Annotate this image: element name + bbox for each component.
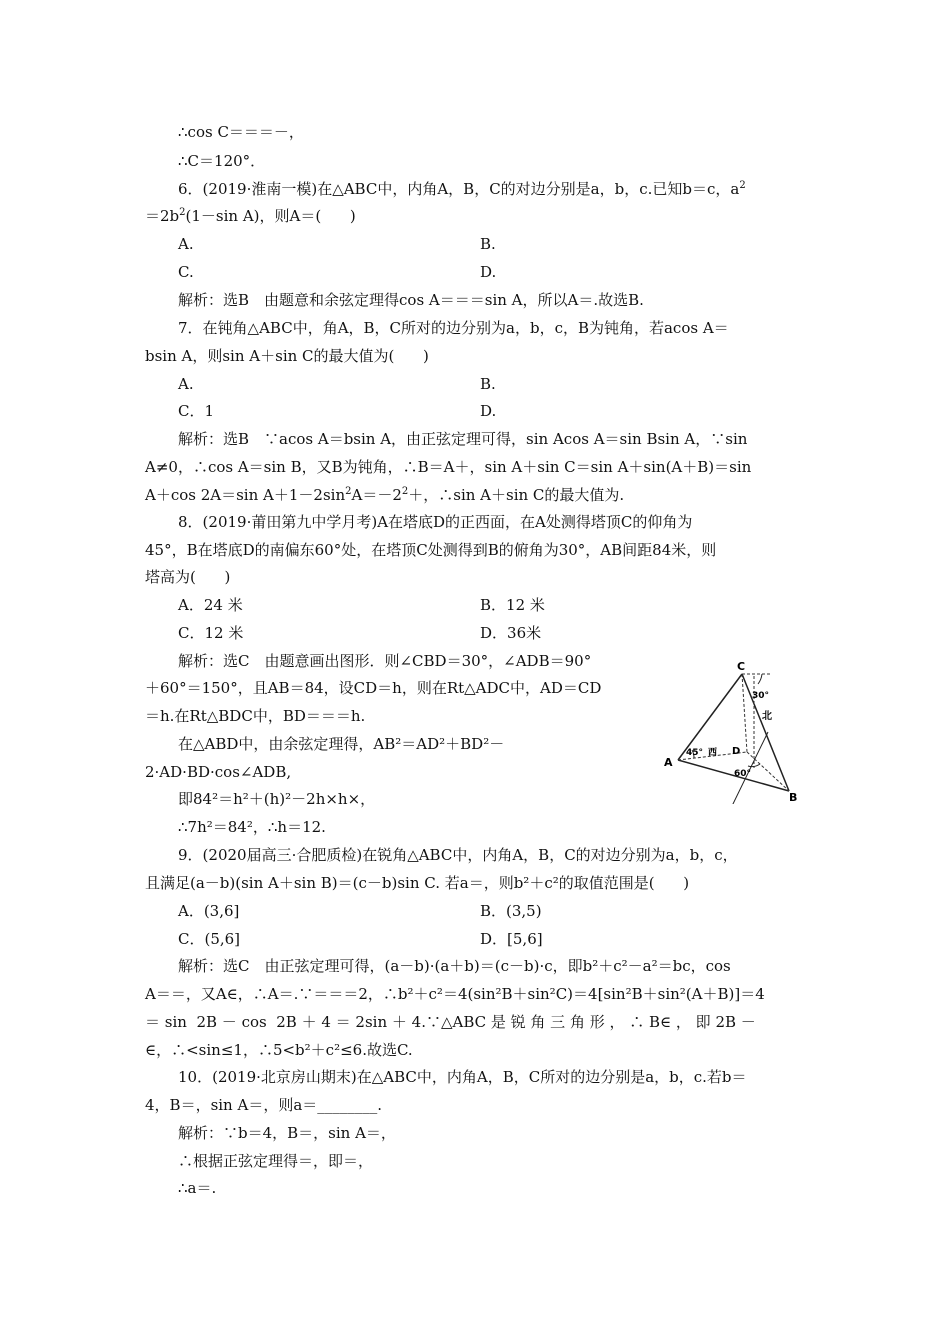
label-north: 北 — [762, 711, 772, 722]
solution-cont: ∈，∴<sin≤1，∴5<b²＋c²≤6.故选C. — [145, 1041, 413, 1059]
label-30: 30° — [752, 691, 770, 701]
option-d: D．[5,6] — [480, 930, 543, 948]
option-a: A．(3,6] — [178, 902, 240, 920]
option-b: B. — [480, 235, 496, 253]
option-c: C．(5,6] — [178, 930, 241, 948]
south-line — [732, 732, 768, 804]
solution-cont: ∴a＝. — [178, 1179, 217, 1197]
question-10: 10．(2019·北京房山期末)在△ABC中，内角A，B，C所对的边分别是a，b，c.若b＝ — [178, 1068, 747, 1086]
solution-cont: A＋cos 2A＝sin $A+1-2\sin^2A=-2^2+$，∴sin A＋sin C的最大值为. — [145, 486, 625, 504]
option-b: B．(3,5) — [480, 902, 542, 920]
solution-cont: A＝＝，又A∈，∴A＝.∵＝＝＝2，∴b²＋c²＝4(sin²B＋sin²C)＝4[sin²B＋sin²(A＋B)]＝4 — [145, 985, 765, 1003]
solution-cont: ＋60°＝150°，且AB＝84，设CD＝h，则在Rt△ADC中，AD＝CD — [145, 679, 602, 697]
option-b: B. — [480, 375, 496, 393]
solution-cont: ＝ sin 2B － cos 2B ＋ 4 ＝ 2sin ＋ 4.∵△ABC 是 锐 角 三 角 形 ， ∴ B∈ ， 即 2B － — [145, 1013, 756, 1031]
label-60: 60° — [734, 769, 752, 779]
question-8-cont: 45°，B在塔底D的南偏东60°处，在塔顶C处测得到B的俯角为30°，AB间距84米，则 — [145, 541, 717, 559]
solution-cont: A≠0，∴cos A＝sin B，又B为钝角，∴B＝A＋，sin A＋sin C＝sin A＋sin(A＋B)＝sin — [145, 458, 752, 476]
question-8: 8．(2019·莆田第九中学月考)A在塔底D的正西面，在A处测得塔顶C的仰角为 — [178, 513, 693, 531]
solution-cont: 在△ABD中，由余弦定理得，AB²＝AD²＋BD²－ — [178, 735, 505, 753]
angle-arc-60 — [748, 764, 760, 767]
solution: 解析：选C 由正弦定理可得，(a－b)·(a＋b)＝(c－b)·c，即b²＋c²－a²＝bc，cos — [178, 957, 731, 975]
label-d: D — [732, 746, 741, 757]
tower-diagram — [652, 656, 812, 804]
text-line: ∴cos C＝＝＝－， — [178, 123, 304, 141]
option-a: A．24 米 — [178, 596, 243, 614]
question-9-cont: 且满足(a－b)(sin A＋sin B)＝(c－b)sin C. 若a＝，则b²＋c²的取值范围是( ) — [145, 874, 690, 892]
label-west: 西 — [708, 748, 718, 758]
question-9: 9．(2020届高三·合肥质检)在锐角△ABC中，内角A，B，C的对边分别为a，b，c， — [178, 846, 738, 864]
solution: 解析：选B 由题意和余弦定理得cos A＝＝＝sin A，所以A＝.故选B. — [178, 291, 644, 309]
option-b: B．12 米 — [480, 596, 545, 614]
option-c: C．12 米 — [178, 624, 244, 642]
solution: 解析：选C 由题意画出图形．则∠CBD＝30°，∠ADB＝90° — [178, 652, 592, 670]
angle-arc-30 — [758, 674, 762, 684]
question-10-cont: 4，B＝，sin A＝，则a＝________. — [145, 1096, 383, 1114]
option-d: D．36米 — [480, 624, 542, 642]
text-line: ∴C＝120°． — [178, 152, 266, 170]
option-c: C. — [178, 263, 194, 281]
option-a: A. — [178, 375, 194, 393]
label-45: 45° — [686, 748, 704, 758]
solution-cont: ∴7h²＝84²，∴h＝12. — [178, 818, 326, 836]
label-a: A — [664, 756, 673, 769]
solution-cont: ＝h.在Rt△BDC中，BD＝＝＝h. — [145, 707, 366, 725]
solution: 解析：∵b＝4，B＝，sin A＝， — [178, 1124, 396, 1142]
solution-cont: ∴根据正弦定理得＝，即＝， — [178, 1152, 374, 1170]
question-6-cont: $=2b^2(1-\sin$ A)，则A＝( ) — [145, 207, 356, 225]
question-8-cont: 塔高为( ) — [145, 568, 231, 586]
label-c: C — [737, 660, 746, 673]
solution: 解析：选B ∵acos A＝bsin A，由正弦定理可得，sin Acos A＝sin Bsin A，∵sin — [178, 430, 748, 448]
solution-cont: 2·AD·BD·cos∠ADB, — [145, 763, 292, 781]
question-7: 7．在钝角△ABC中，角A，B，C所对的边分别为a，b，c，B为钝角，若acos A＝ — [178, 319, 729, 337]
option-d: D. — [480, 263, 497, 281]
question-6: 6．(2019·淮南一模)在△ABC中，内角A，B，C的对边分别是a，b，c.已知b＝c，$a^2$ — [178, 180, 746, 198]
option-d: D. — [480, 402, 497, 420]
question-7-cont: bsin A，则sin A＋sin C的最大值为( ) — [145, 347, 429, 365]
label-b: B — [789, 791, 798, 804]
option-c: C．1 — [178, 402, 215, 420]
solution-cont: 即84²＝h²＋(h)²－2h×h×， — [178, 790, 376, 808]
option-a: A. — [178, 235, 194, 253]
